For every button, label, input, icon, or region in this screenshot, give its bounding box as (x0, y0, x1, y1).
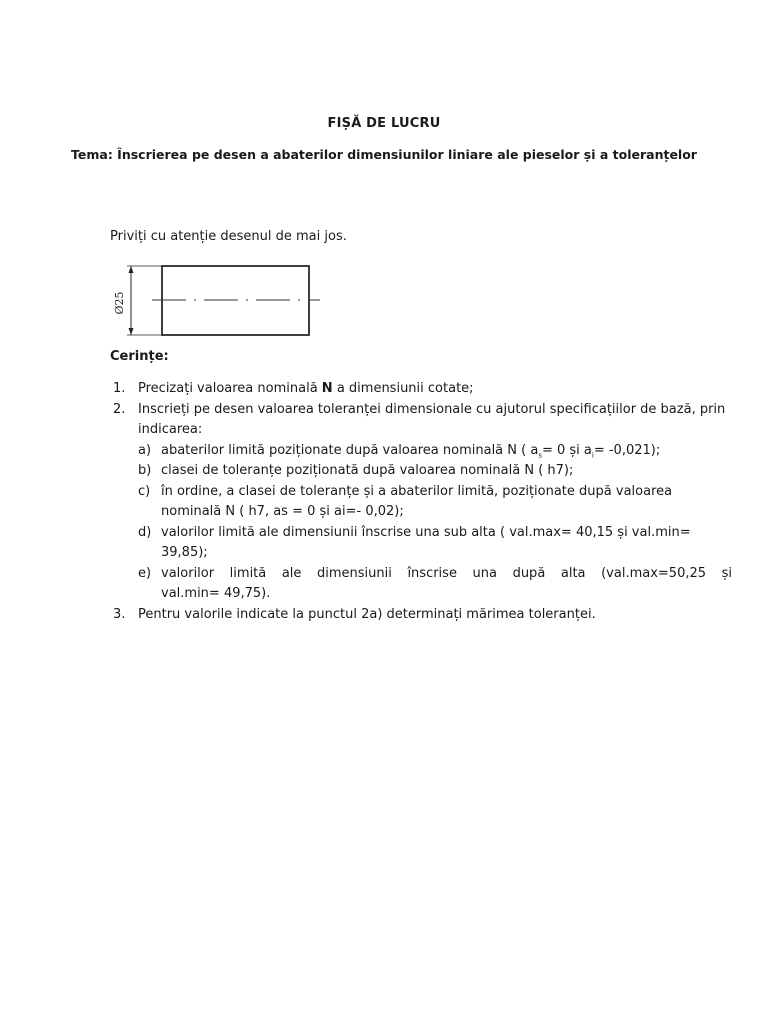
sub-item-text: = -0,021); (593, 442, 661, 458)
sub-item-text: clasei de toleranțe poziționată după valoarea nominală N ( h7); (161, 463, 574, 478)
sub-item (138, 564, 732, 605)
dimension-label: Ø25 (113, 291, 126, 315)
dimension-arrow-bottom (129, 328, 134, 335)
sub-item-text: abaterilor limită poziționate după valoarea nominală N ( a (161, 442, 539, 458)
sub-item-text: valorilor limită ale dimensiunii înscrise una sub alta ( val.max= 40,15 și val.min= 39,85); (161, 524, 691, 560)
sub-item-letter: d) (138, 524, 152, 540)
item-text: a dimensiunii cotate; (332, 381, 474, 396)
requirements-list (110, 379, 732, 625)
requirements-heading: Cerințe: (110, 349, 169, 364)
item-number: 3. (113, 606, 126, 622)
sub-item-letter: e) (138, 565, 152, 581)
item-number: 2. (113, 401, 126, 417)
sub-item (138, 441, 732, 462)
sub-item (138, 523, 732, 564)
list-item (110, 605, 732, 626)
intro-text: Priviți cu atenție desenul de mai jos. (110, 229, 347, 244)
technical-drawing (100, 258, 330, 344)
list-item (110, 379, 732, 400)
sub-item-letter: b) (138, 463, 152, 478)
item-number: 1. (113, 381, 126, 396)
subscript: s (538, 451, 542, 460)
list-item (110, 400, 732, 605)
sub-item-letter: c) (138, 483, 151, 499)
subscript: i (591, 451, 594, 460)
sub-item (138, 461, 732, 482)
item-text: Precizați valoarea nominală (138, 381, 322, 396)
item-text: Pentru valorile indicate la punctul 2a) determinați mărimea toleranței. (138, 606, 596, 622)
sub-item-text: val.min= 49,75). (161, 586, 271, 601)
sub-item-text: valorilor limită ale dimensiunii înscrise una după alta (val.max=50,25 și (161, 565, 732, 581)
item-text: Inscrieți pe desen valoarea toleranței dimensionale cu ajutorul specificațiilor de bază, prin indicarea: (138, 401, 726, 437)
sub-item (138, 482, 732, 523)
sub-item-text: în ordine, a clasei de toleranțe și a abaterilor limită, poziționate după valoarea nominală N ( h7, as = 0 și ai=- 0,02); (161, 483, 673, 519)
item-bold-text: N (321, 381, 333, 396)
page-title: FIȘĂ DE LUCRU (327, 116, 441, 131)
page-subtitle: Tema: Înscrierea pe desen a abaterilor dimensiunilor liniare ale pieselor și a toleranțelor (71, 147, 697, 162)
part-outline (162, 266, 309, 335)
sub-item-text: = 0 și a (541, 442, 592, 458)
dimension-arrow-top (129, 266, 134, 273)
sub-item-letter: a) (138, 442, 152, 458)
